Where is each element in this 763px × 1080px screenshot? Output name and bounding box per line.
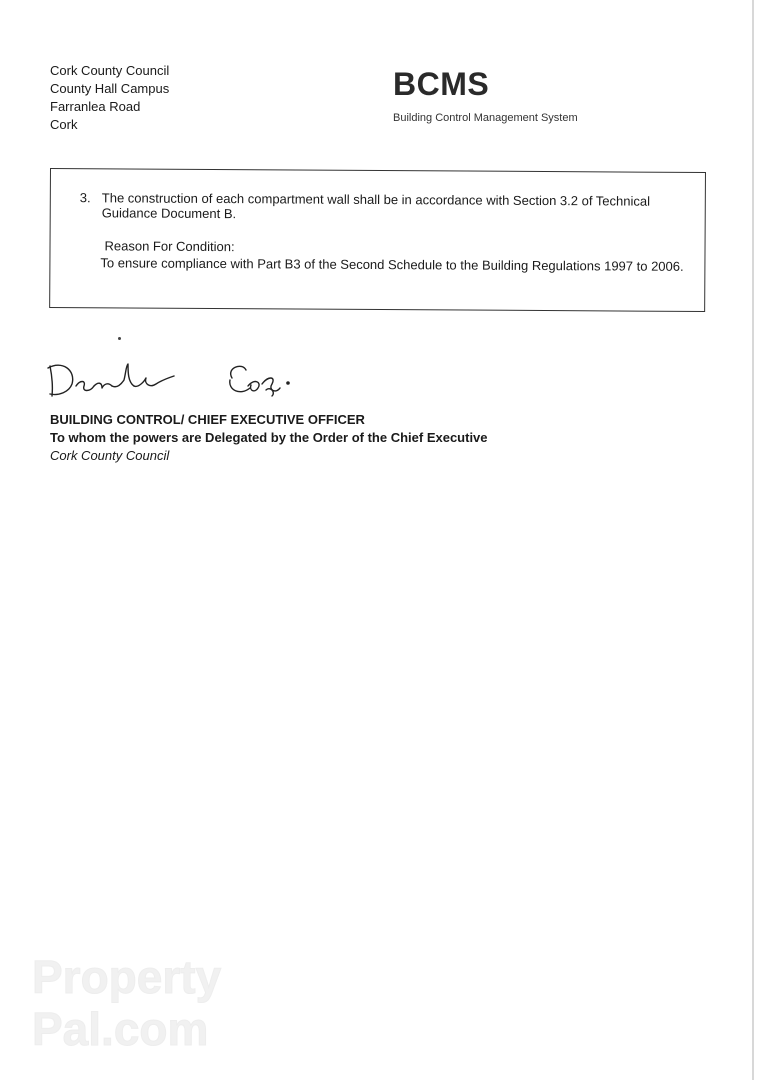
condition-box: [49, 168, 706, 312]
logo-subtitle: Building Control Management System: [393, 112, 578, 124]
logo-title: BCMS: [393, 66, 490, 102]
delegation-statement: To whom the powers are Delegated by the Order of the Chief Executive: [50, 430, 488, 445]
address-line: Cork: [50, 117, 78, 132]
bcms-logo: [393, 66, 578, 124]
signatory-title: BUILDING CONTROL/ CHIEF EXECUTIVE OFFICER: [50, 412, 365, 427]
condition-text: The construction of each compartment wall shall be in accordance with Section 3.2 of Technical Guidance Document B.: [101, 190, 651, 222]
address-line: Farranlea Road: [50, 99, 141, 114]
stray-mark: [118, 337, 121, 340]
reason-text: To ensure compliance with Part B3 of the Second Schedule to the Building Regulations 1997 to 2006.: [100, 255, 684, 274]
signature: [44, 352, 294, 402]
signatory-block: [50, 411, 488, 465]
address-block: [50, 62, 169, 134]
watermark-line: Pal.com: [32, 1003, 209, 1055]
reason-label: Reason For Condition:: [104, 238, 235, 255]
condition-number: 3.: [79, 190, 91, 206]
propertypal-watermark: [30, 945, 260, 1055]
watermark-line: Property: [32, 951, 222, 1003]
council-name: Cork County Council: [50, 448, 170, 463]
scan-edge: [752, 0, 754, 1080]
address-line: Cork County Council: [50, 63, 170, 78]
address-line: County Hall Campus: [50, 81, 170, 96]
